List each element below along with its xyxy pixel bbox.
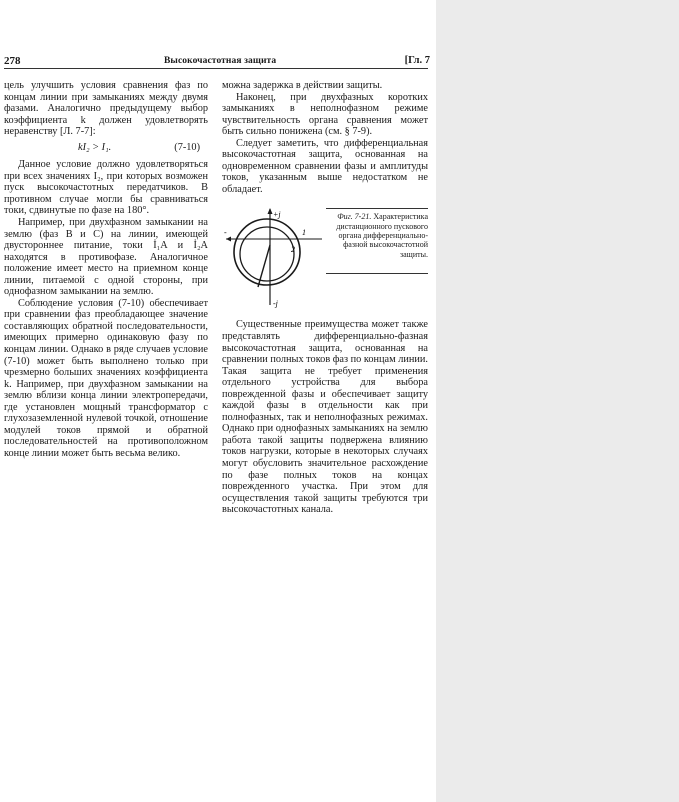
running-title: Высокочастотная защита [164,56,277,66]
figure-7-21 [222,205,428,311]
paragraph: Соблюдение условия (7-10) обеспечивает при сравнении фаз преобладающее значение составляющих обратной последовательности, имеющих примерно одинаковую фазу по концам линии. Однако в ряде случаев условие (7-10) может быть выполнено только при чрезмерно больших значениях коэффициента k. Например, при двухфазном замыкании на землю вблизи конца линии электропередачи, где установлен мощный трансформатор с глухозаземленной нулевой точкой, отношение модулей токов прямой и обратной последовательностей на противоположном конце линии может быть весьма велико. [4,297,208,459]
paragraph: Наконец, при двухфазных коротких замыканиях в неполнофазном режиме чувствительность органа сравнения может быть сильно понижена (см. § 7-9). [222,91,428,138]
formula-expression: kI₂ > I₁. [78,141,112,153]
paragraph: цель улучшить условия сравнения фаз по концам линии при замыканиях между двумя фазами. Аналогично предыдущему выбор коэффициента k должен удовлетворять неравенству [Л. 7-7]: [4,80,208,138]
figure-caption-text: Характеристика дистанционного пускового органа дифференциально-фазной высокочастотной защиты. [336,212,428,259]
right-column [222,80,428,516]
axis-arrow-left [226,237,231,242]
caption-rule-top [326,208,428,209]
chapter-reference: [Гл. 7 [404,55,430,66]
axis-label-bottom: -j [273,299,278,309]
caption-rule-bottom [326,273,428,274]
paragraph: Например, при двухфазном замыкании на землю (фаз B и C) на линии, имеющей двустороннее питание, токи İ₁A и İ₂A находятся в противофазе. Аналогичное положение имеет место на приемном конце линии, питаемой с одной стороны, при однофазном замыкании на землю. [4,217,208,298]
paragraph: Существенные преимущества может также представлять дифференциально-фазная высокочастотная защита, основанная на сравнении полных токов фаз по концам линии. Такая защита не требует применения отдельного устройства для выбора поврежденной фазы и обеспечивает защиту каждой фазы в отдельности как при полнофазных, так и неполнофазных режимах. Однако при однофазных замыканиях на землю работа такой защиты подвержена влиянию токов нагрузки, которые в некоторых случаях могут обусловить значительное расхождение по фазе полных токов на концах поврежденного участка. При этом для осуществления такой защиты требуются три высокочастотных канала. [222,319,428,516]
gray-side-panel [436,0,679,802]
formula-7-10 [4,142,208,154]
paragraph: Данное условие должно удовлетворяться при всех значениях I₂, при которых возможен пуск высокочастотных передатчиков. В противном случае могли бы сравниваться токи, сдвинутые по фазе на 180°. [4,159,208,217]
figure-label: Фиг. 7-21. [337,212,372,222]
left-column [4,80,208,460]
figure-caption [326,212,428,258]
header-rule [4,68,428,69]
page-number: 278 [4,55,21,67]
curve-label-1: 1 [302,228,306,238]
paragraph: можна задержка в действии защиты. [222,80,383,91]
paragraph: Следует заметить, что дифференциальная высокочастотная защита, основанная на одновременном сравнении фазы и амплитуды токов, указанным выше недостатком не обладает. [222,137,428,195]
axis-arrow-top [268,208,273,214]
formula-number: (7-10) [174,141,200,153]
axis-label-top: +j [273,210,281,220]
curve-label-2: 2 [291,245,295,255]
impedance-characteristic-diagram [222,205,326,311]
axis-label-left: - [224,228,227,238]
